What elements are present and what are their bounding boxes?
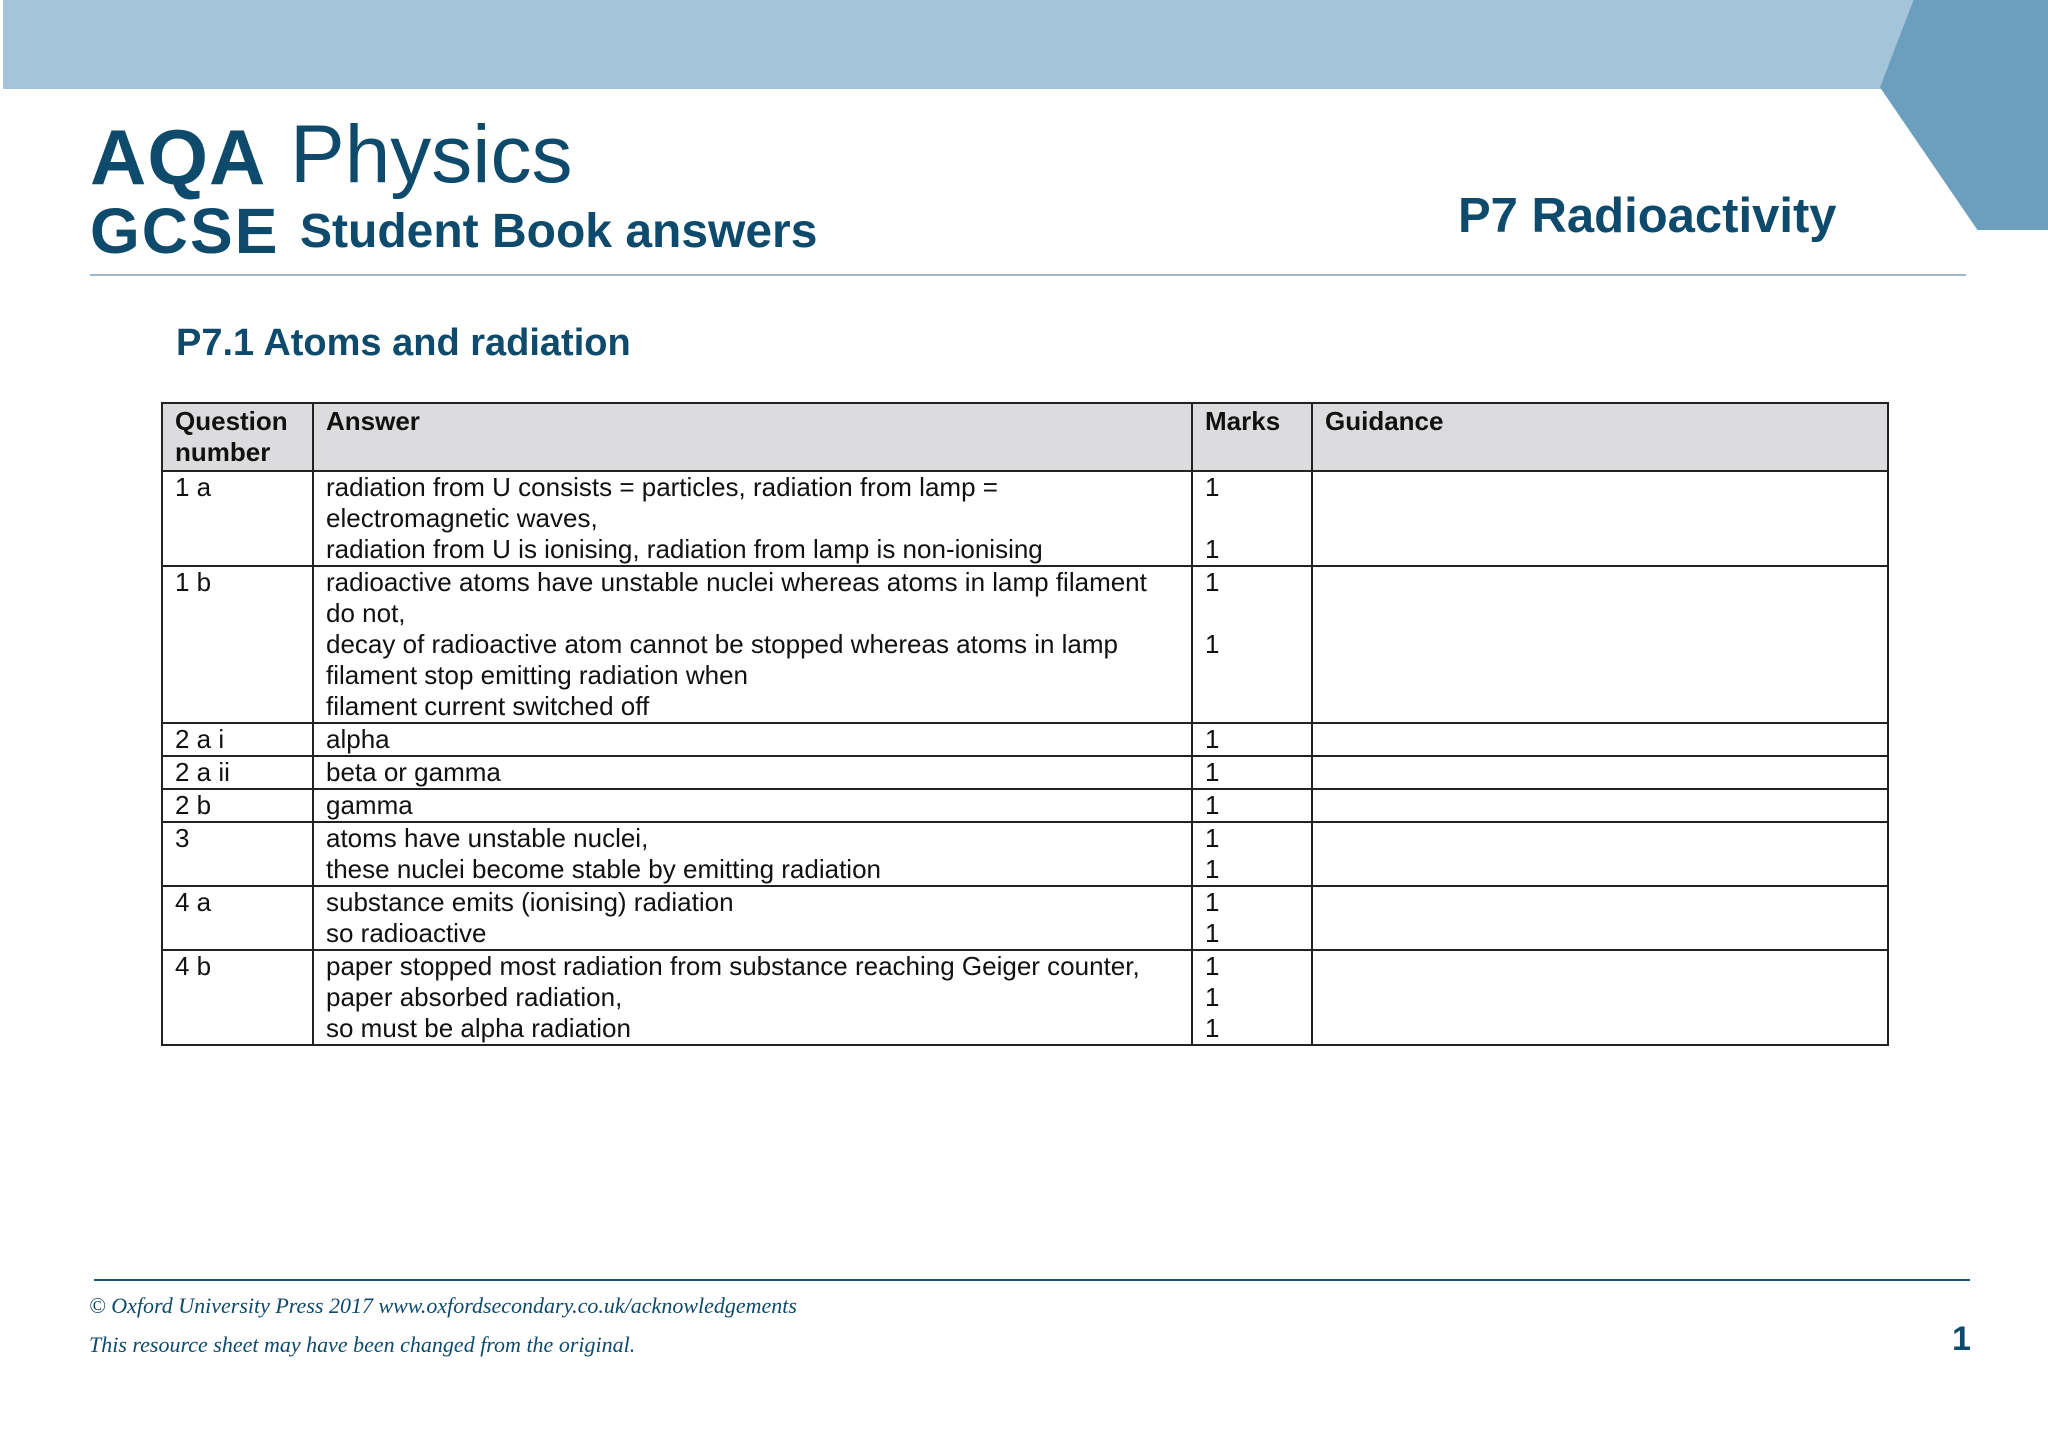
answer-line: electromagnetic waves, [326,503,598,533]
guidance-text [1325,790,1875,821]
mark-value: 1 [1205,887,1220,917]
guidance-text [1325,567,1875,598]
question-number: 2 b [175,790,212,820]
question-number-cell [162,566,313,723]
answer-line: alpha [326,724,390,754]
table-row [162,789,1888,822]
logo-aqa-text: AQA [90,113,267,201]
guidance-cell [1312,822,1888,886]
mark-value [1205,503,1299,534]
guidance-cell [1312,789,1888,822]
guidance-text [1325,823,1875,854]
header-band [3,0,2048,89]
header-question-number: Question number [162,403,313,471]
answers-table [161,402,1889,1046]
mark-value: 1 [1205,534,1220,564]
answer-line: atoms have unstable nuclei, [326,823,649,853]
mark-value [1205,691,1299,722]
answer-line: filament current switched off [326,691,650,721]
answer-line: so must be alpha radiation [326,1013,631,1043]
question-number: 2 a i [175,724,225,754]
mark-value: 1 [1205,823,1220,853]
section-title: P7.1 Atoms and radiation [176,322,631,364]
answer-line: substance emits (ionising) radiation [326,887,734,917]
guidance-cell [1312,756,1888,789]
answer-line: radioactive atoms have unstable nuclei whereas atoms in lamp filament [326,567,1147,597]
mark-value: 1 [1205,724,1220,754]
answer-line: so radioactive [326,918,487,948]
marks-cell [1192,566,1312,723]
table-row [162,886,1888,950]
marks-cell [1192,723,1312,756]
question-number-cell [162,723,313,756]
mark-value: 1 [1205,790,1220,820]
guidance-text [1325,757,1875,788]
guidance-cell [1312,723,1888,756]
answer-cell [313,566,1192,723]
answer-line: radiation from U consists = particles, radiation from lamp = [326,472,998,502]
header-answer: Answer [313,403,1192,471]
marks-cell [1192,789,1312,822]
mark-value: 1 [1205,567,1220,597]
question-number-cell [162,822,313,886]
answer-cell [313,822,1192,886]
chapter-title: P7 Radioactivity [1458,189,1837,243]
guidance-text [1325,951,1875,982]
answer-line: decay of radioactive atom cannot be stopped whereas atoms in lamp [326,629,1119,659]
mark-value: 1 [1205,918,1220,948]
answer-cell [313,471,1192,566]
answer-cell [313,756,1192,789]
mark-value: 1 [1205,629,1220,659]
marks-cell [1192,886,1312,950]
question-number: 1 b [175,567,212,597]
question-number: 3 [175,823,190,853]
question-number: 2 a ii [175,757,230,787]
page-number: 1 [1952,1320,1971,1358]
answer-line: paper absorbed radiation, [326,982,623,1012]
answer-cell [313,950,1192,1045]
answer-cell [313,723,1192,756]
answers-table-body [162,471,1888,1045]
mark-value [1205,598,1299,629]
marks-cell [1192,950,1312,1045]
logo-gcse-text: GCSE [90,195,280,267]
guidance-text [1325,472,1875,503]
corner-decoration [1880,0,2048,230]
guidance-cell [1312,566,1888,723]
guidance-text [1325,724,1875,755]
answer-cell [313,789,1192,822]
table-row [162,723,1888,756]
marks-cell [1192,471,1312,566]
mark-value: 1 [1205,757,1220,787]
answer-line: paper stopped most radiation from substance reaching Geiger counter, [326,951,1140,981]
question-number: 1 a [175,472,212,502]
question-number-cell [162,886,313,950]
book-subtitle: Student Book answers [300,205,818,258]
logo-physics-text: Physics [290,109,573,200]
guidance-text [1325,887,1875,918]
header-divider [90,274,1966,276]
answer-line: beta or gamma [326,757,501,787]
answer-line: gamma [326,790,413,820]
table-row [162,471,1888,566]
answer-line: do not, [326,598,406,628]
mark-value [1205,660,1299,691]
mark-value: 1 [1205,1013,1220,1043]
question-number: 4 a [175,887,212,917]
table-row [162,950,1888,1045]
answer-line: filament stop emitting radiation when [326,660,749,690]
table-header-row [162,403,1888,471]
table-row [162,756,1888,789]
header-marks: Marks [1192,403,1312,471]
header-guidance: Guidance [1312,403,1888,471]
resource-note: This resource sheet may have been changed from the original. [89,1332,636,1357]
mark-value: 1 [1205,982,1220,1012]
answer-cell [313,886,1192,950]
question-number-cell [162,471,313,566]
answer-line: radiation from U is ionising, radiation from lamp is non-ionising [326,534,1043,564]
question-number-cell [162,950,313,1045]
guidance-cell [1312,471,1888,566]
mark-value: 1 [1205,854,1220,884]
table-row [162,822,1888,886]
question-number: 4 b [175,951,212,981]
marks-cell [1192,756,1312,789]
marks-cell [1192,822,1312,886]
guidance-cell [1312,886,1888,950]
question-number-cell [162,789,313,822]
question-number-cell [162,756,313,789]
answer-line: these nuclei become stable by emitting radiation [326,854,881,884]
copyright-text: © Oxford University Press 2017 www.oxfordsecondary.co.uk/acknowledgements [89,1293,797,1318]
mark-value: 1 [1205,951,1220,981]
mark-value: 1 [1205,472,1220,502]
footer-divider [94,1279,1970,1281]
guidance-cell [1312,950,1888,1045]
table-row [162,566,1888,723]
